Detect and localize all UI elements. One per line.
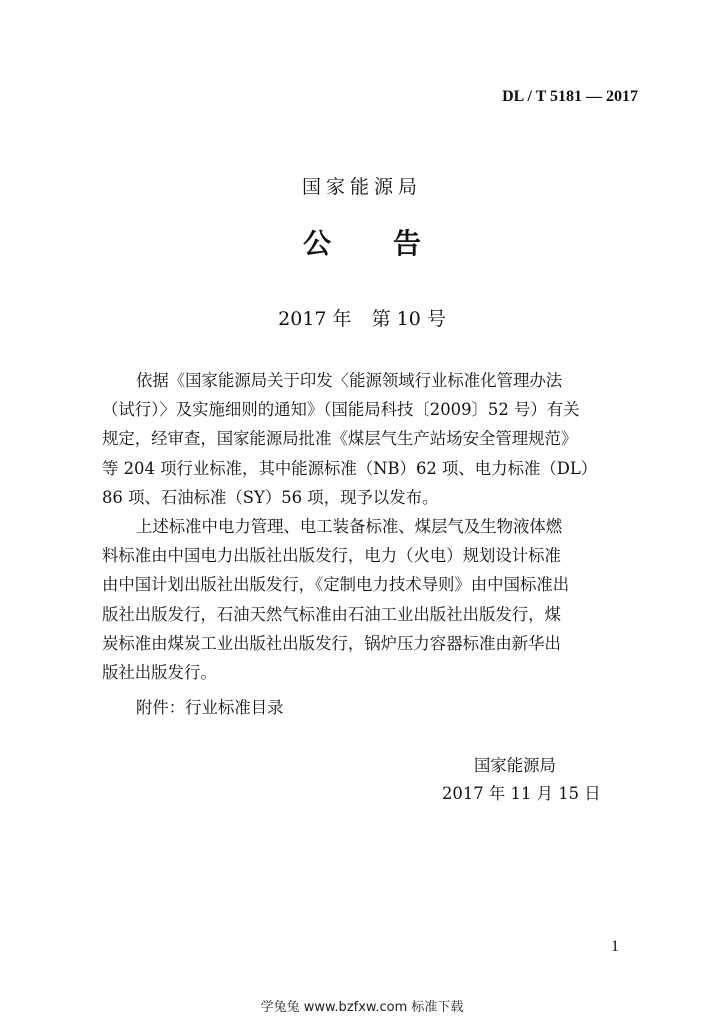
attachment-line: 附件：行业标准目录: [136, 698, 284, 717]
text-line: 86 项、石油标准（SY）56 项，现予以发布。: [102, 487, 439, 507]
text-line: （试行）〉及实施细则的通知》（国能局科技〔2009〕52 号）有关: [102, 400, 580, 420]
paragraph-2: [102, 512, 642, 687]
notice-year: 2017 年: [278, 308, 352, 330]
paragraph-1: [102, 366, 642, 512]
text-line: 规定，经审查，国家能源局批准《煤层气生产站场安全管理规范》: [102, 429, 578, 449]
text-line: 炭标准由煤炭工业出版社出版发行，锅炉压力容器标准由新华出: [102, 633, 561, 653]
signature-date: 2017 年 11 月 15 日: [442, 784, 601, 803]
standard-code: DL / T 5181 — 2017: [502, 88, 638, 105]
notice-seq: 第 10 号: [371, 308, 446, 330]
text-line: 料标准由中国电力出版社出版发行，电力（火电）规划设计标准: [102, 546, 561, 566]
issuer-heading: 国家能源局: [301, 176, 422, 198]
text-line: 版社出版发行，石油天然气标准由石油工业出版社出版发行，煤: [102, 604, 561, 624]
notice-number: [0, 304, 724, 331]
text-line: 版社出版发行。: [102, 663, 217, 683]
page-number: 1: [611, 938, 619, 955]
text-line: 等 204 项行业标准，其中能源标准（NB）62 项、电力标准（DL）: [102, 458, 598, 478]
watermark: 学兔兔 www.bzfxw.com 标准下载: [260, 1000, 464, 1015]
text-line: 上述标准中电力管理、电工装备标准、煤层气及生物液体燃: [136, 517, 563, 537]
notice-title: [0, 222, 724, 262]
text-line: 依据《国家能源局关于印发〈能源领域行业标准化管理办法: [136, 371, 563, 390]
text-line: 由中国计划出版社出版发行，《定制电力技术导则》由中国标准出: [102, 575, 570, 595]
title-char-1: 公: [302, 227, 331, 260]
signature-org: 国家能源局: [474, 756, 556, 775]
notice-body: [102, 366, 642, 687]
title-char-2: 告: [393, 227, 422, 260]
